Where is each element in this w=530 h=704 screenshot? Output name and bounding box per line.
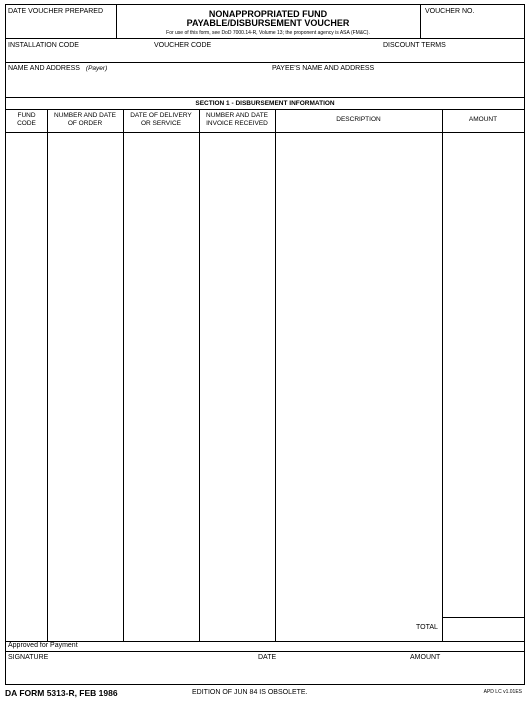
divider [6,97,524,98]
discount-terms-field[interactable] [383,51,521,61]
amount-header: AMOUNT [468,116,498,123]
delivery-date-header: DATE OF DELIVERY OR SERVICE [130,112,192,127]
form-title-line2: PAYABLE/DISBURSEMENT VOUCHER [186,18,350,28]
total-label: TOTAL [416,624,438,631]
edition-note: EDITION OF JUN 84 IS OBSOLETE. [192,689,308,696]
payee-name-address-label: PAYEE'S NAME AND ADDRESS [272,65,375,72]
voucher-form [5,4,525,685]
date-voucher-prepared-label: DATE VOUCHER PREPARED [8,8,104,15]
amount-column-field[interactable] [444,134,523,616]
installation-code-field[interactable] [8,51,148,61]
date-voucher-prepared-field[interactable] [8,19,112,37]
approved-for-payment-label: Approved for Payment [8,642,78,649]
installation-code-label: INSTALLATION CODE [8,42,79,49]
agency-note: For use of this form, see DoD 7000.14-R, Volume 13; the proponent agency is ASA (FM&C). [166,30,370,36]
voucher-code-field[interactable] [154,51,374,61]
form-id: DA FORM 5313-R, FEB 1986 [5,688,118,698]
date-field[interactable] [258,664,403,682]
signature-field[interactable] [8,664,248,682]
amount-label: AMOUNT [410,654,441,661]
voucher-no-label: VOUCHER NO. [425,8,475,15]
divider [6,651,524,652]
payee-name-address-field[interactable] [272,75,521,95]
payer-text: (Payer) [85,65,108,72]
section1-title: SECTION 1 - DISBURSEMENT INFORMATION [195,100,335,107]
version-label: APD LC v1.01ES [483,689,522,695]
divider [6,62,524,63]
delivery-date-column-field[interactable] [125,134,198,640]
discount-terms-label: DISCOUNT TERMS [383,42,446,49]
order-number-date-header: NUMBER AND DATE OF ORDER [54,112,116,127]
order-number-date-column-field[interactable] [49,134,122,640]
column-divider [123,109,124,641]
voucher-no-field[interactable] [425,19,521,37]
name-and-address-text: NAME AND ADDRESS [8,65,80,72]
divider [6,132,524,133]
description-header: DESCRIPTION [336,116,381,123]
divider [6,38,524,39]
signature-label: SIGNATURE [8,654,49,661]
form-title-line1: NONAPPROPRIATED FUND [208,9,328,19]
date-label: DATE [258,654,277,661]
column-divider [442,109,443,641]
divider [420,5,421,38]
column-divider [199,109,200,641]
divider [6,641,524,642]
column-divider [47,109,48,641]
payer-name-address-field[interactable] [8,75,264,95]
invoice-received-header: NUMBER AND DATE INVOICE RECEIVED [206,112,268,127]
payer-name-address-label [8,65,107,73]
voucher-code-label: VOUCHER CODE [154,42,212,49]
fund-code-column-field[interactable] [7,134,46,640]
description-column-field[interactable] [277,134,441,614]
divider [6,109,524,110]
column-divider [275,109,276,641]
amount-field[interactable] [410,664,520,682]
total-amount-field[interactable] [444,619,523,640]
total-divider [442,617,524,618]
fund-code-header: FUND CODE [17,112,36,127]
invoice-received-column-field[interactable] [201,134,274,640]
